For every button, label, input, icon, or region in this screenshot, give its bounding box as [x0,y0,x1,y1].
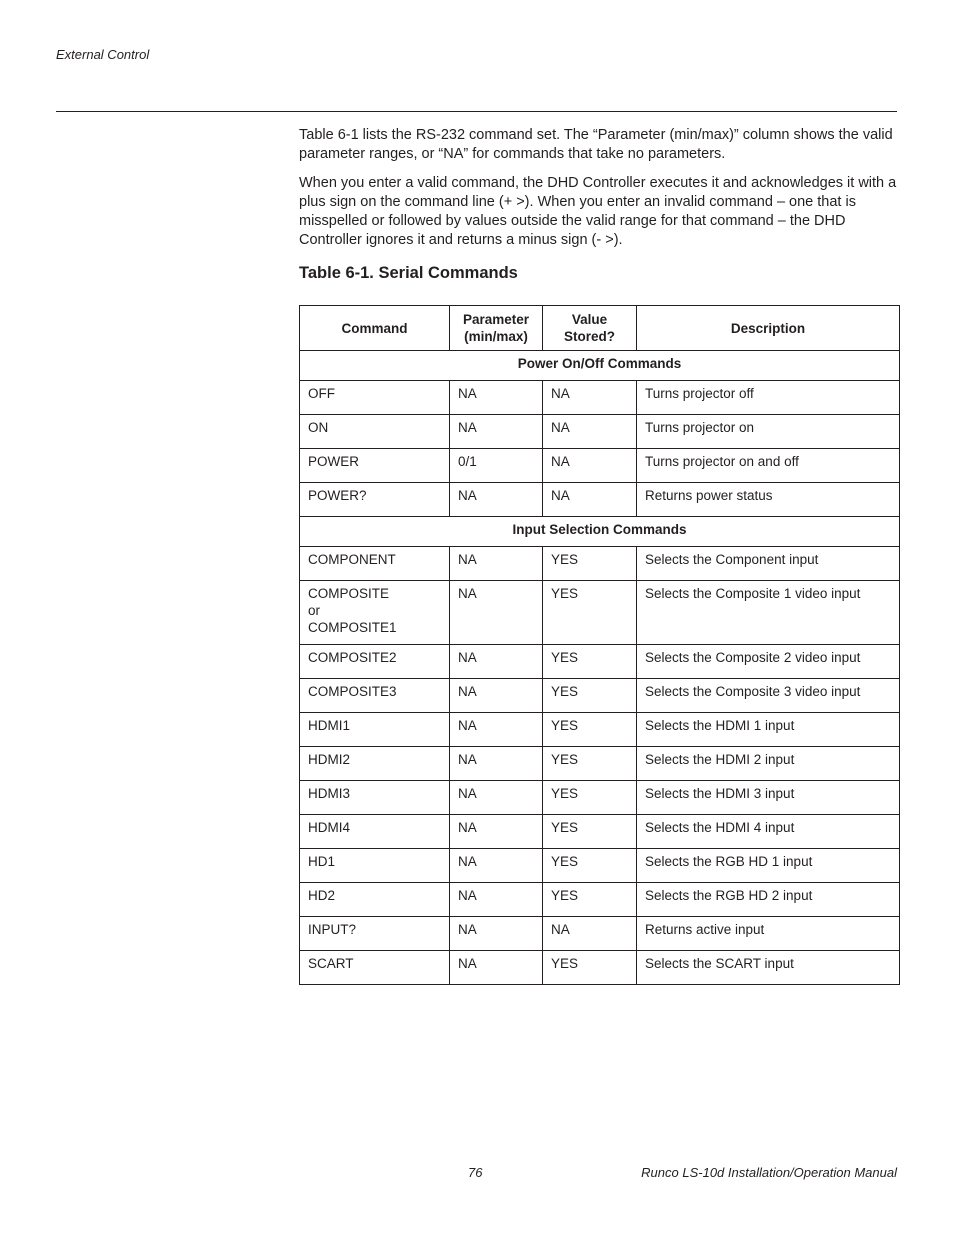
table-row [300,547,900,581]
cell-value-stored: YES [543,713,637,747]
cell-command: HD2 [300,883,450,917]
cell-value-stored: YES [543,883,637,917]
section-row [300,351,900,381]
cell-command: POWER [300,449,450,483]
cell-value-stored: NA [543,415,637,449]
cell-value-stored: YES [543,581,637,645]
table-row [300,415,900,449]
cell-parameter: NA [450,483,543,517]
cell-description: Returns power status [637,483,900,517]
cell-value-stored: YES [543,679,637,713]
cell-parameter: 0/1 [450,449,543,483]
header-value-stored [543,306,637,351]
header-rule [56,111,897,112]
table-row [300,713,900,747]
cell-value-stored: NA [543,483,637,517]
cell-value-stored: NA [543,917,637,951]
cell-command: HDMI1 [300,713,450,747]
cell-parameter: NA [450,747,543,781]
cell-value-stored: NA [543,449,637,483]
cell-parameter: NA [450,581,543,645]
cell-description: Returns active input [637,917,900,951]
header-value-stored-text: Value Stored? [563,312,615,344]
cell-command: COMPOSITE2 [300,645,450,679]
cell-description: Selects the RGB HD 2 input [637,883,900,917]
cell-command: HDMI4 [300,815,450,849]
table-row [300,581,900,645]
table-row [300,747,900,781]
cell-parameter: NA [450,917,543,951]
cell-description: Selects the HDMI 1 input [637,713,900,747]
cell-description: Selects the RGB HD 1 input [637,849,900,883]
cell-parameter: NA [450,883,543,917]
cell-command: POWER? [300,483,450,517]
command-paragraph: When you enter a valid command, the DHD Controller executes it and acknowledges it with a plus sign on the command line (+ >). When you enter an invalid command – one that is misspelled or followed by values outside the valid range for that command – the DHD Controller ignores it and returns a minus sign (- >). [299,175,897,248]
table-row [300,883,900,917]
header-parameter-text: Parameter (min/max) [462,312,530,344]
cell-description: Selects the Composite 1 video input [637,581,900,645]
cell-description: Selects the HDMI 2 input [637,747,900,781]
serial-commands-table [299,305,900,985]
cell-description: Selects the Composite 3 video input [637,679,900,713]
cell-value-stored: YES [543,547,637,581]
cell-value-stored: YES [543,951,637,985]
table-row [300,781,900,815]
cell-value-stored: NA [543,381,637,415]
table-header-row [300,306,900,351]
cell-description: Selects the Composite 2 video input [637,645,900,679]
cell-parameter: NA [450,415,543,449]
cell-parameter: NA [450,815,543,849]
header-parameter [450,306,543,351]
cell-description: Selects the SCART input [637,951,900,985]
table-row [300,483,900,517]
cell-description: Selects the Component input [637,547,900,581]
cell-value-stored: YES [543,781,637,815]
section-title: Power On/Off Commands [300,351,900,381]
section-row [300,517,900,547]
section-title: Input Selection Commands [300,517,900,547]
cell-parameter: NA [450,849,543,883]
cell-command: COMPOSITE or COMPOSITE1 [300,581,450,645]
cell-command: HDMI3 [300,781,450,815]
cell-command: COMPOSITE3 [300,679,450,713]
header-description: Description [637,306,900,351]
cell-parameter: NA [450,781,543,815]
cell-parameter: NA [450,547,543,581]
table-row [300,815,900,849]
body-text [299,126,897,260]
cell-description: Selects the HDMI 3 input [637,781,900,815]
cell-command: COMPONENT [300,547,450,581]
table-row [300,449,900,483]
cell-command: SCART [300,951,450,985]
cell-command: HD1 [300,849,450,883]
cell-parameter: NA [450,645,543,679]
cell-parameter: NA [450,381,543,415]
cell-description: Selects the HDMI 4 input [637,815,900,849]
cell-value-stored: YES [543,645,637,679]
cell-value-stored: YES [543,815,637,849]
table-row [300,951,900,985]
page-number: 76 [468,1165,483,1180]
cell-parameter: NA [450,951,543,985]
cell-command: HDMI2 [300,747,450,781]
table-row [300,381,900,415]
cell-value-stored: YES [543,747,637,781]
table-row [300,645,900,679]
header-command: Command [300,306,450,351]
intro-paragraph: Table 6-1 lists the RS-232 command set. The “Parameter (min/max)” column shows the valid parameter ranges, or “NA” for commands that take no parameters. [299,127,893,162]
cell-description: Turns projector off [637,381,900,415]
table-row [300,849,900,883]
cell-description: Turns projector on and off [637,449,900,483]
cell-value-stored: YES [543,849,637,883]
cell-description: Turns projector on [637,415,900,449]
table-row [300,679,900,713]
cell-parameter: NA [450,713,543,747]
table-row [300,917,900,951]
cell-command: ON [300,415,450,449]
cell-command: OFF [300,381,450,415]
running-header: External Control [56,47,150,62]
table-caption: Table 6-1. Serial Commands [299,264,518,282]
cell-parameter: NA [450,679,543,713]
table-body [300,351,900,985]
manual-title: Runco LS-10d Installation/Operation Manual [641,1165,897,1180]
cell-command: INPUT? [300,917,450,951]
